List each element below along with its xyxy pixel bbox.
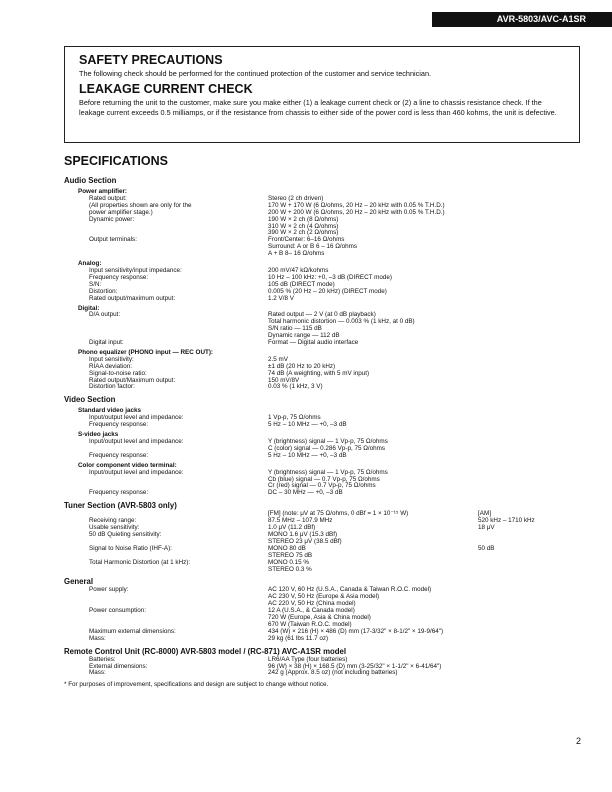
spec-value: 5 Hz – 10 MHz — +0, –3 dB bbox=[268, 451, 347, 459]
spec-value: AC 120 V, 60 Hz (U.S.A., Canada & Taiwan R.O.C. model) bbox=[268, 586, 432, 594]
tuner-cell: 50 dB bbox=[478, 544, 495, 552]
tuner-cell: 520 kHz – 1710 kHz bbox=[478, 517, 535, 525]
audio-rows bbox=[64, 189, 584, 391]
spec-subheading: S-video jacks bbox=[78, 431, 119, 439]
spec-subheading: Color component video terminal: bbox=[78, 461, 177, 469]
spec-value: Cb (blue) signal — 0.7 Vp-p, 75 Ω/ohms bbox=[268, 475, 380, 483]
tuner-cell: STEREO 23 μV (38.5 dBf) bbox=[268, 537, 342, 545]
spec-row bbox=[64, 378, 584, 385]
spec-label: Input/output level and impedance: bbox=[89, 468, 184, 476]
spec-value: Y (brightness) signal — 1 Vp-p, 75 Ω/ohms bbox=[268, 468, 388, 476]
spec-label: power amplifier stage.) bbox=[89, 208, 153, 216]
spec-label bbox=[64, 251, 268, 258]
spec-value: Stereo (2 ch driven) bbox=[268, 194, 324, 202]
spec-value: 1 Vp-p, 75 Ω/ohms bbox=[268, 414, 321, 422]
spec-row bbox=[64, 340, 584, 347]
tuner-cell bbox=[64, 567, 268, 574]
spec-value: LR6/AA Type (four batteries) bbox=[268, 655, 348, 663]
tuner-section-title: Tuner Section (AVR-5803 only) bbox=[64, 501, 177, 511]
tuner-cell bbox=[358, 546, 478, 553]
tuner-cell bbox=[358, 539, 478, 546]
spec-label: RIAA deviation: bbox=[89, 362, 133, 370]
spec-row bbox=[64, 384, 584, 391]
spec-value: 670 W (Taiwan R.O.C. model) bbox=[268, 620, 352, 628]
spec-label bbox=[64, 477, 268, 484]
spec-subheading: Digital: bbox=[78, 304, 100, 312]
remote-section-title: Remote Control Unit (RC-8000) AVR-5803 model / (RC-871) AVC-A1SR model bbox=[64, 646, 347, 656]
tuner-cell bbox=[358, 518, 478, 525]
spec-value: Rated output — 2 V (at 0 dB playback) bbox=[268, 311, 376, 319]
tuner-cell bbox=[358, 511, 478, 518]
spec-row bbox=[64, 296, 584, 303]
spec-value: 150 mV/8V bbox=[268, 376, 300, 384]
spec-label: Mass: bbox=[89, 669, 106, 677]
spec-label: Frequency response: bbox=[89, 451, 149, 459]
spec-value: AC 230 V, 50 Hz (Europe & Asia model) bbox=[268, 593, 380, 601]
tuner-cell: Usable sensitivity: bbox=[89, 524, 140, 532]
spec-value: 12 A (U.S.A., & Canada model) bbox=[268, 607, 355, 615]
spec-value: S/N ratio — 115 dB bbox=[268, 325, 322, 333]
tuner-cell bbox=[358, 525, 478, 532]
spec-value: 74 dB (A weighting, with 5 mV input) bbox=[268, 369, 370, 377]
spec-value: 720 W (Europe, Asia & China model) bbox=[268, 614, 371, 622]
spec-subheading: Phono equalizer (PHONO input — REC OUT): bbox=[78, 348, 214, 356]
footnote: * For purposes of improvement, specifications and design are subject to change without notice. bbox=[64, 681, 329, 689]
spec-value: 1.2 V/8 V bbox=[268, 294, 294, 302]
safety-box bbox=[64, 46, 580, 143]
spec-row bbox=[64, 422, 584, 429]
spec-label: Mass: bbox=[89, 634, 106, 642]
tuner-cell: Signal to Noise Ratio (IHF-A): bbox=[89, 544, 172, 552]
spec-value: 29 kg (61 lbs 11.7 oz) bbox=[268, 634, 329, 642]
specifications-body bbox=[64, 172, 584, 689]
spec-label: S/N: bbox=[89, 280, 102, 288]
tuner-cell: STEREO 0.3 % bbox=[268, 565, 312, 573]
safety-title: SAFETY PRECAUTIONS bbox=[79, 53, 223, 67]
leakage-text: Before returning the unit to the customer, make sure you make either (1) a leakage current check or (2) a line to chassis resistance check. If the leakage current exceeds 0.5 milliamps, or if the resistance from chassis to either side of the power cord is less than 460 kohms, the unit is defective. bbox=[79, 97, 557, 117]
spec-value: Total harmonic distortion — 0.003 % (1 kHz, at 0 dB) bbox=[268, 318, 415, 326]
safety-text: The following check should be performed for the continued protection of the customer and service technician. bbox=[79, 69, 432, 78]
spec-row bbox=[64, 244, 584, 251]
spec-label: Frequency response: bbox=[89, 421, 149, 429]
video-section-title: Video Section bbox=[64, 395, 116, 405]
spec-row bbox=[64, 251, 584, 258]
spec-label: Frequency response: bbox=[89, 489, 149, 497]
spec-label bbox=[64, 615, 268, 622]
tuner-cell: STEREO 75 dB bbox=[268, 551, 313, 559]
spec-label bbox=[64, 319, 268, 326]
tuner-cell: 1.0 μV (11.2 dBf) bbox=[268, 524, 316, 532]
spec-value: 105 dB (DIRECT mode) bbox=[268, 280, 335, 288]
tuner-cell: Receiving range: bbox=[89, 517, 137, 525]
spec-value: 190 W × 2 ch (8 Ω/ohms) bbox=[268, 215, 339, 223]
spec-label: (All properties shown are only for the bbox=[89, 201, 192, 209]
spec-label: Distortion: bbox=[89, 287, 118, 295]
spec-subheading: Analog: bbox=[78, 260, 102, 268]
spec-value: 0.03 % (1 kHz, 3 V) bbox=[268, 383, 323, 391]
spec-label: Rated output: bbox=[89, 194, 127, 202]
spec-value: A + B 8– 16 Ω/ohms bbox=[268, 250, 325, 258]
spec-label: Signal-to-noise ratio: bbox=[89, 369, 147, 377]
spec-label: Power consumption: bbox=[89, 607, 147, 615]
spec-value: 10 Hz – 100 kHz: +0, –3 dB (DIRECT mode) bbox=[268, 273, 392, 281]
tuner-rows bbox=[64, 511, 584, 573]
spec-value: Format — Digital audio interface bbox=[268, 339, 359, 347]
tuner-cell: 18 μV bbox=[478, 524, 495, 532]
spec-label: Batteries: bbox=[89, 655, 116, 663]
spec-value: 2.5 mV bbox=[268, 355, 288, 363]
tuner-cell: Total Harmonic Distortion (at 1 kHz): bbox=[89, 558, 191, 566]
model-header: AVR-5803/AVC-A1SR bbox=[432, 12, 612, 27]
spec-label: External dimensions: bbox=[89, 662, 148, 670]
tuner-cell bbox=[478, 560, 568, 567]
spec-value: AC 220 V, 50 Hz (China model) bbox=[268, 600, 356, 608]
spec-label bbox=[64, 224, 268, 231]
spec-label: D/A output: bbox=[89, 311, 121, 319]
spec-label: Input sensitivity/input impedance: bbox=[89, 266, 182, 274]
spec-value: 242 g (Approx. 8.5 oz) (not including batteries) bbox=[268, 669, 398, 677]
spec-label: Rated output/maximum output: bbox=[89, 294, 176, 302]
spec-subheading: Power amplifier: bbox=[78, 188, 127, 195]
spec-subheading: Standard video jacks bbox=[78, 407, 141, 415]
spec-value: Y (brightness) signal — 1 Vp-p, 75 Ω/ohms bbox=[268, 438, 388, 445]
tuner-cell: [FM] (note: μV at 75 Ω/ohms, 0 dBf = 1 × 10⁻¹⁵ W) bbox=[268, 510, 409, 518]
spec-value: ±1 dB (20 Hz to 20 kHz) bbox=[268, 362, 336, 370]
spec-value: Cr (red) signal — 0.7 Vp-p, 75 Ω/ohms bbox=[268, 482, 376, 490]
spec-label bbox=[64, 594, 268, 601]
general-section-title: General bbox=[64, 577, 94, 587]
tuner-cell: [AM] bbox=[478, 510, 491, 518]
spec-value: C (color) signal — 0.286 Vp-p, 75 Ω/ohms bbox=[268, 444, 386, 452]
spec-value: 310 W × 2 ch (4 Ω/ohms) bbox=[268, 222, 339, 230]
spec-label: Frequency response: bbox=[89, 273, 149, 281]
spec-label bbox=[64, 326, 268, 333]
audio-section-title: Audio Section bbox=[64, 176, 117, 185]
spec-value: 5 Hz – 10 MHz — +0, –3 dB bbox=[268, 421, 347, 429]
spec-value: 434 (W) × 216 (H) × 486 (D) mm (17-3/32" × 8-1/2" × 19-9/64") bbox=[268, 627, 444, 635]
video-rows bbox=[64, 408, 584, 497]
spec-value: 200 mV/47 kΩ/kohms bbox=[268, 266, 329, 274]
tuner-cell bbox=[358, 532, 478, 539]
spec-label: Distortion factor: bbox=[89, 383, 135, 391]
spec-label: Input/output level and impedance: bbox=[89, 414, 184, 422]
spec-value: 96 (W) × 38 (H) × 168.5 (D) mm (3-25/32" × 1-1/2" × 6-41/64") bbox=[268, 662, 442, 670]
tuner-cell bbox=[478, 532, 568, 539]
spec-row bbox=[64, 670, 584, 677]
spec-value: Dynamic range — 112 dB bbox=[268, 332, 340, 340]
page-number: 2 bbox=[576, 736, 582, 746]
tuner-cell bbox=[358, 567, 478, 574]
tuner-cell bbox=[478, 567, 568, 574]
tuner-cell: 50 dB Quieting sensitivity: bbox=[89, 530, 162, 538]
tuner-cell bbox=[478, 553, 568, 560]
tuner-cell: 87.5 MHz – 107.9 MHz bbox=[268, 517, 333, 525]
spec-label: Dynamic power: bbox=[89, 215, 135, 223]
tuner-cell bbox=[358, 553, 478, 560]
tuner-cell bbox=[358, 560, 478, 567]
spec-label: Input sensitivity: bbox=[89, 355, 134, 363]
tuner-cell: MONO 0.15 % bbox=[268, 558, 309, 566]
spec-label: Maximum external dimensions: bbox=[89, 627, 176, 635]
spec-label: Input/output level and impedance: bbox=[89, 438, 184, 445]
spec-value: Front/Center: 6–16 Ω/ohms bbox=[268, 236, 345, 244]
spec-label bbox=[64, 244, 268, 251]
spec-row bbox=[64, 636, 584, 643]
general-rows bbox=[64, 587, 584, 642]
remote-rows bbox=[64, 657, 584, 678]
tuner-cell: MONO 1.6 μV (15.3 dBf) bbox=[268, 530, 338, 538]
spec-value: Surround: A or B 6 – 16 Ω/ohms bbox=[268, 243, 358, 251]
spec-row bbox=[64, 319, 584, 326]
leakage-title: LEAKAGE CURRENT CHECK bbox=[79, 81, 253, 96]
spec-value: DC – 30 MHz — +0, –3 dB bbox=[268, 489, 343, 497]
spec-label: Digital input: bbox=[89, 339, 124, 347]
spec-value: 200 W + 200 W (6 Ω/ohms, 20 Hz – 20 kHz with 0.05 % T.H.D.) bbox=[268, 208, 445, 216]
spec-label: Power supply: bbox=[89, 586, 129, 594]
spec-label: Rated output/Maximum output: bbox=[89, 376, 176, 384]
spec-row bbox=[64, 453, 584, 460]
spec-value: 390 W × 2 ch (2 Ω/ohms) bbox=[268, 229, 339, 237]
spec-value: 0.005 % (20 Hz – 20 kHz) (DIRECT mode) bbox=[268, 287, 387, 295]
specifications-title: SPECIFICATIONS bbox=[64, 154, 168, 168]
spec-value: 170 W + 170 W (6 Ω/ohms, 20 Hz – 20 kHz with 0.05 % T.H.D.) bbox=[268, 201, 445, 209]
spec-row bbox=[64, 490, 584, 497]
spec-label: Output terminals: bbox=[89, 236, 137, 244]
tuner-cell: MONO 80 dB bbox=[268, 544, 306, 552]
